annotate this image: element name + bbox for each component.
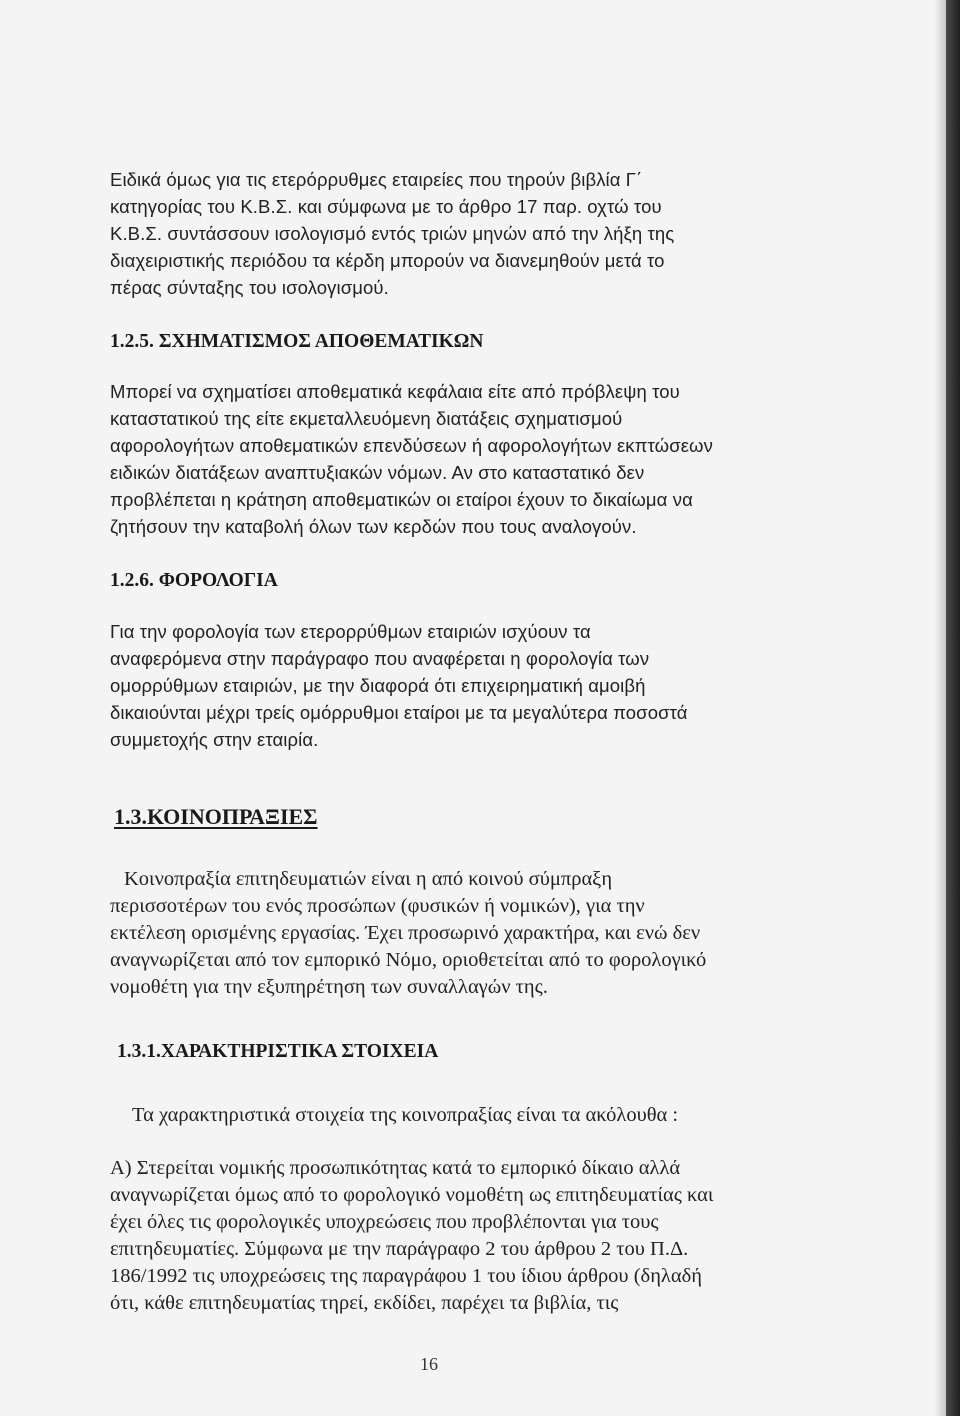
text-line: επιτηδευματίες. Σύμφωνα με την παράγραφο 2 του άρθρου 2 του Π.Δ. [110,1238,689,1260]
text-line: νομοθέτη για την εξυπηρέτηση των συναλλαγών της. [110,976,548,998]
scan-edge [946,0,960,1416]
text-line: Κ.Β.Σ. συντάσσουν ισολογισμό εντός τριών μηνών από την λήξη της [110,223,675,244]
text-line: Κοινοπραξία επιτηδευματιών είναι η από κοινού σύμπραξη [124,868,613,890]
text-line: ζητήσουν την καταβολή όλων των κερδών που τους αναλογούν. [110,516,637,537]
text-line: αναγνωρίζεται όμως από το φορολογικό νομοθέτη ως επιτηδευματίας και [110,1184,714,1206]
text-line: αφορολογήτων αποθεματικών επενδύσεων ή αφορολογήτων εκπτώσεων [110,435,713,456]
text-line: καταστατικού της είτε εκμεταλλευόμενη διατάξεις σχηματισμού [110,408,623,429]
text-line: συμμετοχής στην εταιρία. [110,729,319,750]
section-heading: 1.2.5. ΣΧΗΜΑΤΙΣΜΟΣ ΑΠΟΘΕΜΑΤΙΚΩΝ [110,331,484,352]
text-line: 186/1992 τις υποχρεώσεις της παραγράφου 1 του ίδιου άρθρου (δηλαδή [110,1265,702,1287]
text-line: ότι, κάθε επιτηδευματίας τηρεί, εκδίδει, παρέχει τα βιβλία, τις [110,1292,619,1314]
text-line: Α) Στερείται νομικής προσωπικότητας κατά το εμπορικό δίκαιο αλλά [110,1157,681,1179]
text-line: προβλέπεται η κράτηση αποθεματικών οι εταίροι έχουν το δικαίωμα να [110,489,693,510]
text-line: Τα χαρακτηριστικά στοιχεία της κοινοπραξίας είναι τα ακόλουθα : [132,1104,679,1126]
text-line: ειδικών διατάξεων αναπτυξιακών νόμων. Αν στο καταστατικό δεν [110,462,645,483]
text-line: διαχειριστικής περιόδου τα κέρδη μπορούν να διανεμηθούν μετά το [110,250,665,271]
text-line: Για την φορολογία των ετερορρύθμων εταιριών ισχύουν τα [110,621,591,642]
text-line: εκτέλεση ορισμένης εργασίας. Έχει προσωρινό χαρακτήρα, και ενώ δεν [110,922,701,944]
text-line: Μπορεί να σχηματίσει αποθεματικά κεφάλαια είτε από πρόβλεψη του [110,381,680,402]
text-line: πέρας σύνταξης του ισολογισμού. [110,277,389,298]
chapter-heading: 1.3.ΚΟΙΝΟΠΡΑΞΙΕΣ [114,804,318,829]
text-line: ομορρύθμων εταιριών, με την διαφορά ότι επιχειρηματική αμοιβή [110,675,646,696]
text-line: αναφερόμενα στην παράγραφο που αναφέρεται η φορολογία των [110,648,650,669]
section-heading: 1.2.6. ΦΟΡΟΛΟΓΙΑ [110,570,278,591]
text-line: κατηγορίας του Κ.Β.Σ. και σύμφωνα με το άρθρο 17 παρ. οχτώ του [110,196,662,217]
text-line: περισσοτέρων του ενός προσώπων (φυσικών ή νομικών), για την [110,895,645,917]
text-line: αναγνωρίζεται από τον εμπορικό Νόμο, οριοθετείται από το φορολογικό [110,949,707,971]
text-line: έχει όλες τις φορολογικές υποχρεώσεις που προβλέπονται για τους [110,1211,659,1233]
text-line: δικαιούνται μέχρι τρείς ομόρρυθμοι εταίροι με τα μεγαλύτερα ποσοστά [110,702,688,723]
section-heading: 1.3.1.ΧΑΡΑΚΤΗΡΙΣΤΙΚΑ ΣΤΟΙΧΕΙΑ [117,1041,439,1062]
page-number: 16 [420,1354,438,1374]
text-line: Ειδικά όμως για τις ετερόρρυθμες εταιρείες που τηρούν βιβλία Γ΄ [110,169,643,190]
